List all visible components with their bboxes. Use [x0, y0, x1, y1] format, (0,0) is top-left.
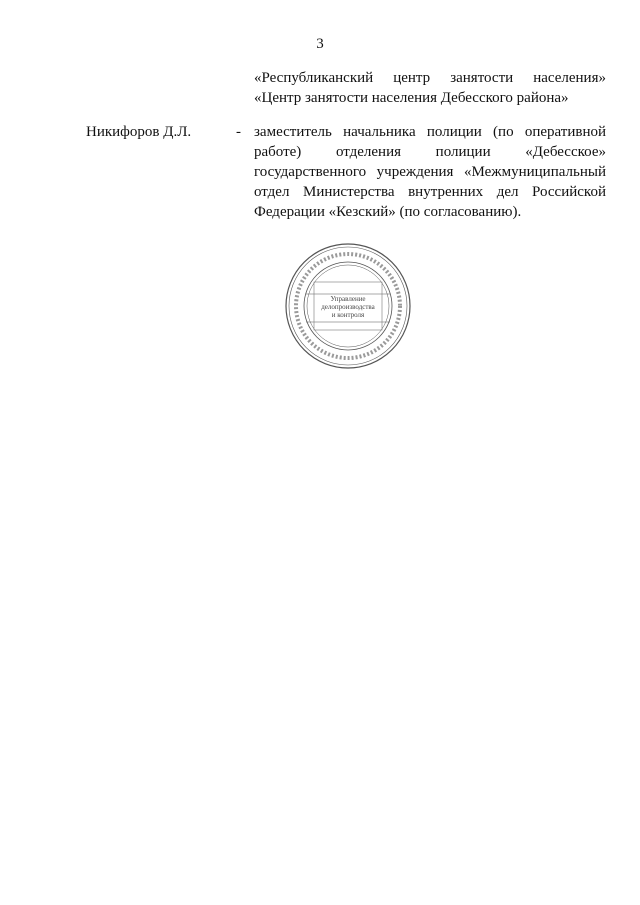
member-dash: - — [236, 124, 241, 140]
official-seal-stamp — [284, 242, 412, 370]
member-role: заместитель начальника полиции (по оперативной работе) отделения полиции «Дебесское» государственного учреждения «Межмуниципальный отдел Министерства внутренних дел Российской Федерации «Кезский» (по согласованию). — [254, 124, 606, 220]
member-name: Никифоров Д.Л. — [86, 124, 192, 140]
seal-center-line-1: Управление — [330, 295, 366, 303]
organization-line-1: «Республиканский центр занятости населения» — [254, 70, 606, 86]
seal-center-line-2: делопроизводства — [321, 303, 375, 311]
organization-list — [254, 68, 606, 108]
page-number: 3 — [316, 36, 324, 52]
seal-center-line-3: и контроля — [331, 311, 365, 319]
organization-line-2: «Центр занятости населения Дебесского района» — [254, 90, 569, 106]
